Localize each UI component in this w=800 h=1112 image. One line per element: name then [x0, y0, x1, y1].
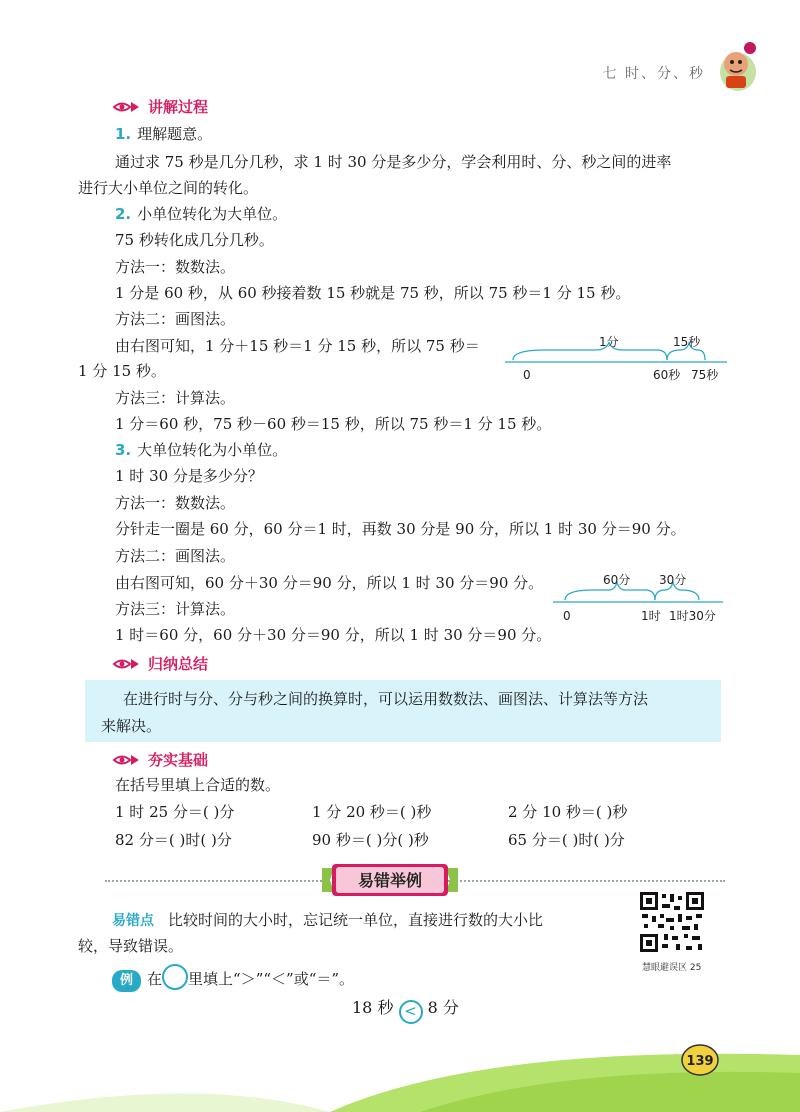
diagram-tick-label: 0 [563, 609, 571, 623]
exercise-instruction: 在括号里填上合适的数。 [115, 776, 281, 794]
paragraph: 分针走一圈是 60 分，60 分＝1 时，再数 30 分是 90 分，所以 1 时 30 分＝90 分。 [115, 520, 686, 538]
method-label: 方法三：计算法。 [115, 389, 236, 407]
exercise-item: 65 分＝( )时( )分 [508, 831, 625, 849]
error-point: 易错点 比较时间的大小时，忘记统一单位，直接进行数的大小比 [112, 911, 544, 929]
diagram-label: 30分 [659, 573, 687, 587]
paragraph: 1 分＝60 秒，75 秒－60 秒＝15 秒，所以 75 秒＝1 分 15 秒。 [115, 415, 552, 433]
banner-title: 易错举例 [357, 871, 423, 890]
section-heading-explain: 讲解过程 [112, 96, 208, 117]
exercise-item: 82 分＝( )时( )分 [115, 831, 232, 849]
qr-caption: 慧眼避误区 25 [642, 963, 702, 973]
diagram-tick-label: 75秒 [691, 368, 719, 382]
example-prompt: 例 在 里填上“＞”“＜”或“＝”。 [112, 964, 354, 992]
qr-code-icon [638, 890, 706, 954]
paragraph: 较，导致错误。 [78, 937, 184, 955]
diagram-tick-label: 1时30分 [669, 609, 716, 623]
method-label: 方法二：画图法。 [115, 310, 236, 328]
eye-icon [112, 100, 140, 114]
paragraph: 进行大小单位之间的转化。 [78, 179, 259, 197]
diagram-label: 15秒 [673, 335, 701, 349]
paragraph: 1 时 30 分是多少分？ [115, 467, 263, 485]
summary-line: 来解决。 [101, 717, 162, 735]
paragraph: 1 分 15 秒。 [78, 362, 166, 380]
chapter-header: 七 时、分、秒 [602, 66, 705, 82]
diagram-tick-label: 0 [523, 368, 531, 382]
section-heading-basics: 夯实基础 [112, 749, 208, 770]
section-heading-summary: 归纳总结 [112, 653, 208, 674]
paragraph: 1 时＝60 分，60 分＋30 分＝90 分，所以 1 时 30 分＝90 分。 [115, 626, 552, 644]
number-line-diagram-minutes [553, 566, 733, 626]
diagram-label: 60分 [603, 573, 631, 587]
step-2-title: 2. 小单位转化为大单位。 [115, 205, 288, 223]
example-badge: 例 [112, 970, 141, 992]
diagram-tick-label: 60秒 [653, 368, 681, 382]
summary-box [85, 680, 721, 742]
summary-line: 在进行时与分、分与秒之间的换算时，可以运用数数法、画图法、计算法等方法 [123, 690, 649, 708]
exercise-item: 1 时 25 分＝( )分 [115, 803, 235, 821]
example-expression: 18 秒 < 8 分 [352, 998, 459, 1024]
page-number-badge [680, 1042, 720, 1078]
diagram-tick-label: 1时 [641, 609, 661, 623]
method-label: 方法一：数数法。 [115, 494, 236, 512]
method-label: 方法三：计算法。 [115, 600, 236, 618]
eye-icon [112, 657, 140, 671]
exercise-item: 1 分 20 秒＝( )秒 [312, 803, 432, 821]
comparison-answer: < [399, 1000, 423, 1024]
paragraph: 由右图可知，1 分＋15 秒＝1 分 15 秒，所以 75 秒＝ [115, 337, 480, 355]
method-label: 方法一：数数法。 [115, 258, 236, 276]
error-examples-banner [322, 862, 458, 898]
blank-circle [162, 964, 188, 990]
diagram-label: 1分 [599, 335, 619, 349]
paragraph: 75 秒转化成几分几秒。 [115, 231, 274, 249]
eye-icon [112, 753, 140, 767]
paragraph: 1 分是 60 秒，从 60 秒接着数 15 秒就是 75 秒，所以 75 秒＝1 分 15 秒。 [115, 284, 631, 302]
step-3-title: 3. 大单位转化为小单位。 [115, 441, 288, 459]
paragraph: 通过求 75 秒是几分几秒，求 1 时 30 分是多少分，学会利用时、分、秒之间的进率 [115, 153, 672, 171]
paragraph: 由右图可知，60 分＋30 分＝90 分，所以 1 时 30 分＝90 分。 [115, 574, 544, 592]
method-label: 方法二：画图法。 [115, 547, 236, 565]
exercise-item: 90 秒＝( )分( )秒 [312, 831, 429, 849]
number-line-diagram-seconds [505, 330, 735, 386]
exercise-item: 2 分 10 秒＝( )秒 [508, 803, 628, 821]
page-number: 139 [686, 1054, 714, 1069]
mascot-icon [712, 38, 764, 94]
step-1-title: 1. 理解题意。 [115, 125, 213, 143]
